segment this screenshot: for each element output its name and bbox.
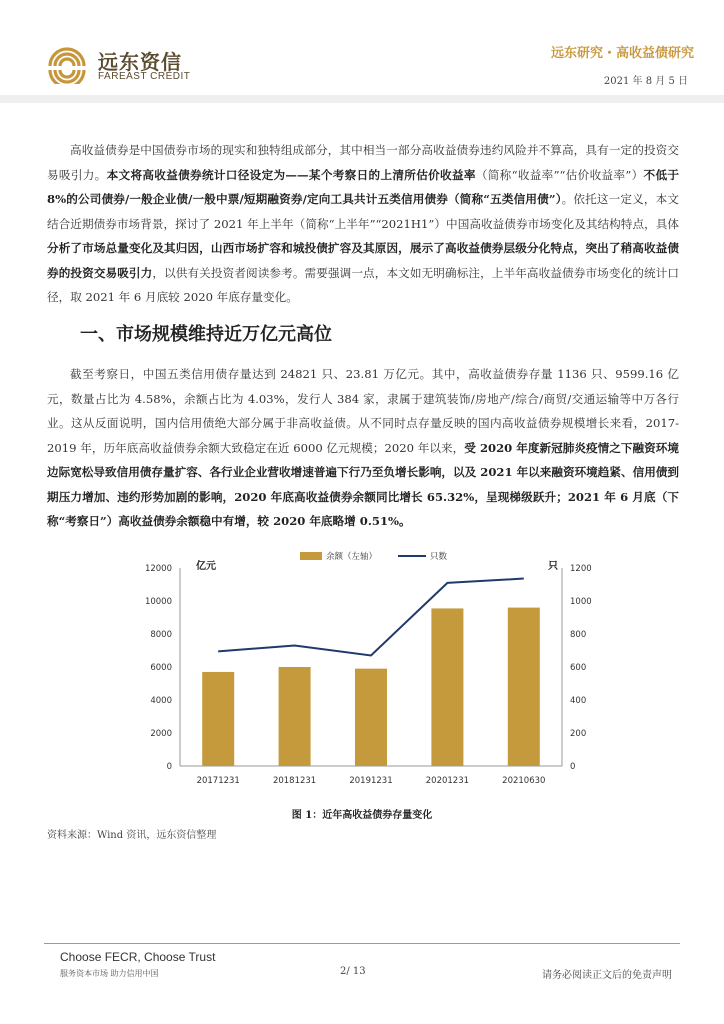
figure-caption: 图 1：近年高收益债券存量变化 — [291, 810, 433, 821]
footer-divider — [44, 943, 680, 944]
right-tick-label: 800 — [570, 630, 587, 640]
fareast-logo-icon — [44, 44, 90, 84]
legend-label-count: 只数 — [430, 552, 448, 562]
body-text: （简称“收益率”“估价收益率”） — [475, 167, 644, 182]
right-tick-label: 0 — [570, 762, 576, 772]
x-tick-label: 20191231 — [349, 776, 393, 786]
left-tick-label: 4000 — [150, 696, 172, 706]
left-tick-label: 0 — [166, 762, 172, 772]
bar — [202, 672, 234, 766]
right-tick-label: 1000 — [570, 597, 592, 607]
report-series-title: 远东研究・高收益债研究 — [550, 46, 694, 61]
right-axis-unit: 只 — [548, 561, 558, 572]
emphasis-text: 本文将高收益债券统计口径设定为——某个考察日的上清所估价收益率 — [106, 167, 476, 182]
right-tick-label: 600 — [570, 663, 587, 673]
left-tick-label: 2000 — [150, 729, 172, 739]
header-divider — [0, 95, 724, 103]
page-number: 2/ 13 — [340, 966, 366, 977]
emphasis-text: 不低于 8%的公司债券/一般企业债/一般中票/短期融资券/定向工具共计五类信用债券（简称“五类信用债”） — [47, 167, 679, 206]
emphasis-text: 分析了市场总量变化及其归因，山西市场扩容和城投债扩容及其原因，展示了高收益债券层级分化特点，突出了稍高收益债券的投资交易吸引力 — [47, 241, 679, 280]
report-date: 2021 年 8 月 5 日 — [603, 76, 688, 87]
left-tick-label: 12000 — [144, 564, 172, 574]
intro-paragraph — [47, 138, 679, 310]
body-text: 高收益债券是中国债券市场的现实和独特组成部分，其中相当一部分高收益债券违约风险并不算高，具有一定的投资交易吸引力。 — [47, 143, 679, 182]
left-axis-unit: 亿元 — [196, 561, 216, 572]
bar — [431, 608, 463, 766]
footer-subslogan: 服务资本市场 助力信用中国 — [60, 969, 159, 978]
body-text: 截至考察日，中国五类信用债存量达到 24821 只、23.81 万亿元。其中，高收益债券存量 1136 只、9599.16 亿元，数量占比为 4.58%，余额占比为 4.03%，发行人 384 家，隶属于建筑装饰/房地产/综合/商贸/交通运输等中万各行业。这从反面说明，国内信用债绝大部分属于非高收益债。从不同时点存量反映的国内高收益债券规模增长来看，2017-2019 年，历年底高收益债券余额大致稳定在近 6000 亿元规模；2020 年以来， — [47, 367, 679, 455]
right-tick-label: 1200 — [570, 564, 592, 574]
figure-source: 资料来源：Wind 资讯，远东资信整理 — [47, 830, 217, 841]
left-tick-label: 6000 — [150, 663, 172, 673]
body-text: 。依托这一定义，本文结合近期债券市场背景，探讨了 2021 年上半年（简称“上半年”“2021H1”）中国高收益债券市场变化及其结构特点，具体 — [47, 192, 679, 231]
x-tick-label: 20181231 — [272, 776, 317, 786]
section-paragraph — [47, 362, 679, 534]
left-tick-label: 10000 — [144, 597, 172, 607]
legend-swatch-balance — [300, 552, 322, 560]
body-text: ，以供有关投资者阅读参考。需要强调一点，本文如无明确标注，上半年高收益债券市场变化的统计口径，取 2021 年 6 月底较 2020 年底存量变化。 — [47, 265, 679, 304]
emphasis-text: 受 2020 年度新冠肺炎疫情之下融资环境边际宽松导致信用债存量扩容、各行业企业营收增速普遍下行乃至负增长影响，以及 2021 年以来融资环境趋紧、信用债到期压力增加、违约形势加剧的影响，2020 年底高收益债券余额同比增长 65.32%，呈现梯级跃升；2021 年 6 月底（下称“考察日”）高收益债券余额稳中有增，较 2020 年底略增 0.51%。 — [47, 440, 680, 528]
count-line — [218, 579, 524, 656]
x-tick-label: 20171231 — [196, 776, 240, 786]
x-tick-label: 20210630 — [502, 776, 546, 786]
legend-label-balance: 余额（左轴） — [326, 552, 378, 562]
x-tick-label: 20201231 — [425, 776, 470, 786]
left-tick-label: 8000 — [150, 630, 172, 640]
section-heading: 一、市场规模维持近万亿元高位 — [80, 324, 332, 345]
right-tick-label: 400 — [570, 696, 587, 706]
stock-change-chart — [140, 546, 620, 796]
footer-slogan: Choose FECR, Choose Trust — [60, 950, 216, 964]
right-tick-label: 200 — [570, 729, 587, 739]
bar — [355, 669, 387, 766]
brand-name-en: FAREAST CREDIT — [98, 71, 191, 82]
brand-name: 远东资信 — [98, 50, 182, 74]
disclaimer-note: 请务必阅读正文后的免责声明 — [542, 970, 672, 981]
bar — [508, 608, 540, 766]
bar — [279, 667, 311, 766]
